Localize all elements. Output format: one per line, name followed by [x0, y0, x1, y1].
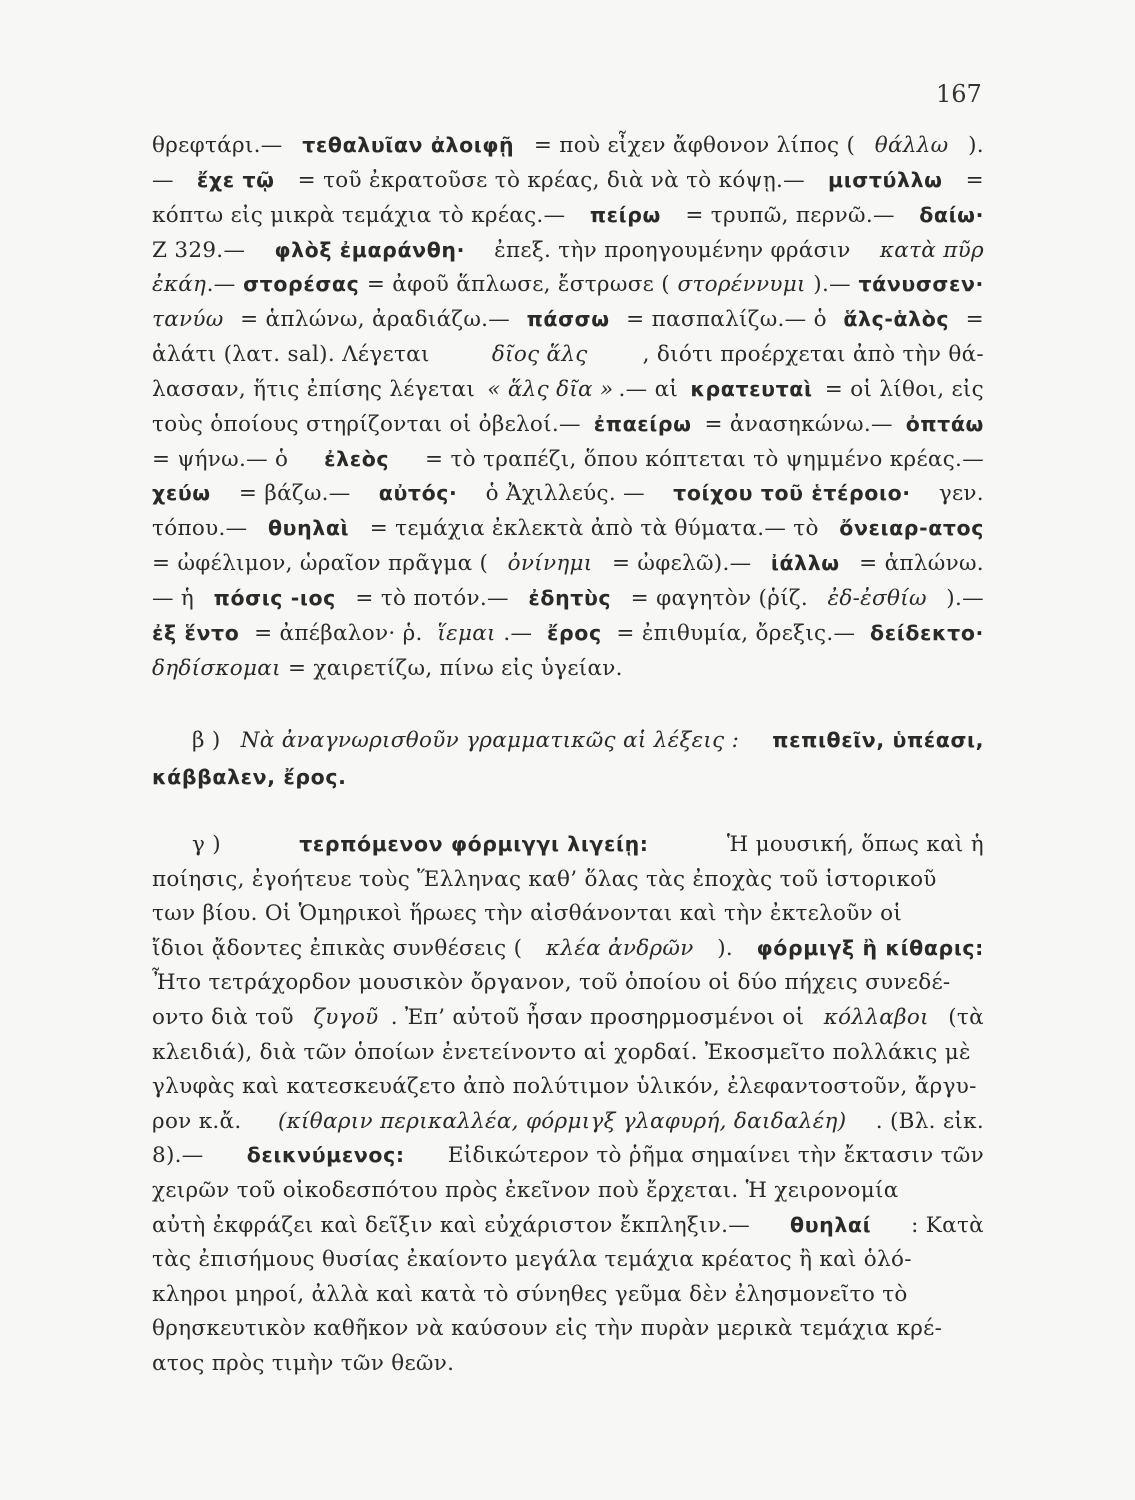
text-line: [152, 936, 984, 971]
text-segment: τὰς ἐπισήμους θυσίας ἐκαίοντο μεγάλα τεμάχια κρέατος ἢ καὶ ὁλό-: [152, 1247, 912, 1273]
text-line: [152, 1247, 984, 1282]
headword: χεύω: [152, 481, 211, 506]
text-line: [152, 867, 984, 902]
text-line: [152, 728, 984, 765]
text-line: [152, 765, 984, 802]
glossary-paragraph: [152, 133, 984, 691]
headword: ἔχε τῷ: [196, 167, 275, 192]
text-segment: ).: [960, 133, 984, 158]
text-segment: ).—: [806, 272, 859, 298]
text-line: [152, 621, 984, 656]
text-line: [152, 1005, 984, 1040]
text-segment: οντο διὰ τοῦ: [152, 1004, 302, 1030]
headword: ἅλς-ἁλὸς: [843, 307, 950, 332]
text-segment: =: [958, 167, 984, 193]
text-segment: =: [958, 307, 984, 333]
headword: κρατευταὶ: [690, 376, 813, 401]
italic-term: στορέννυμι: [677, 272, 806, 298]
text-line: [152, 901, 984, 936]
text-segment: β ): [192, 728, 228, 753]
grammar-exercise-paragraph: [152, 728, 984, 800]
text-segment: γλυφὰς καὶ κατεσκευάζετο ἀπὸ πολύτιμον ὑλικόν, ἐλεφαντοστοῦν, ἄργυ-: [152, 1074, 977, 1100]
text-segment: (τὰ: [941, 1004, 984, 1030]
headword: πείρω: [589, 202, 661, 227]
text-segment: .—: [206, 272, 243, 298]
headword: ἰάλλω: [770, 551, 840, 576]
headword: πεπιθεῖν, ὑπέασι,: [772, 728, 984, 752]
text-segment: .— αἱ: [618, 376, 686, 402]
text-segment: ἁλάτι (λατ. sal). Λέγεται: [152, 342, 437, 368]
headword: τεθαλυῖαν ἀλοιφῇ: [302, 133, 515, 157]
text-segment: κληροι μηροί, ἀλλὰ καὶ κατὰ τὸ σύνηθες γεῦμα δὲν ἐλησμονεῖτο τὸ: [152, 1281, 908, 1307]
italic-term: « ἅλς δῖα »: [487, 376, 614, 402]
text-segment: κλειδιά), διὰ τῶν ὁποίων ἐνετείνοντο αἱ χορδαί. Ἐκοσμεῖτο πολλάκις μὲ: [152, 1039, 971, 1065]
italic-term: ὀνίνημι: [507, 551, 593, 577]
text-segment: ἴδιοι ᾄδοντες ἐπικὰς συνθέσεις (: [152, 935, 530, 961]
text-segment: ρον κ.ἄ.: [152, 1108, 249, 1134]
headword: ὀπτάω: [905, 411, 984, 436]
text-line: [152, 238, 984, 273]
headword: ὄνειαρ-ατος: [839, 516, 984, 541]
text-segment: = τὸ ποτόν.—: [348, 585, 516, 611]
page-number: 167: [936, 80, 982, 108]
headword: φλὸξ ἐμαράνθη·: [274, 237, 465, 262]
text-segment: τόπου.—: [152, 516, 255, 542]
italic-term: θάλλω: [874, 133, 949, 158]
text-segment: γ ): [192, 832, 229, 857]
text-segment: ).: [710, 935, 741, 961]
text-line: [152, 133, 984, 168]
text-segment: γεν.: [931, 481, 984, 507]
text-segment: = τρυπῶ, περνῶ.—: [678, 202, 902, 228]
headword: πόσις -ιος: [213, 585, 336, 610]
italic-term: ἐκάη: [152, 272, 207, 298]
headword: ἔρος: [546, 620, 602, 645]
text-segment: ατος πρὸς τιμὴν τῶν θεῶν.: [152, 1350, 455, 1376]
italic-term: κλέα ἀνδρῶν: [545, 935, 694, 961]
text-segment: ποίησις, ἐγοήτευε τοὺς Ἕλληνας καθ’ ὅλας τὰς ἐποχὰς τοῦ ἱστορικοῦ: [152, 866, 937, 892]
headword: θυηλαί: [790, 1212, 872, 1237]
headword: αὐτός·: [378, 481, 458, 506]
text-segment: = ἁπλώνω.: [852, 551, 984, 577]
italic-term: (κίθαριν περικαλλέα, φόρμιγξ γλαφυρή, δαιδαλέη): [277, 1108, 847, 1134]
headword: δεικνύμενος:: [246, 1143, 405, 1168]
text-segment: = ἐπιθυμία, ὄρεξις.—: [609, 620, 863, 646]
headword: πάσσω: [526, 307, 610, 332]
text-segment: = οἱ λίθοι, εἰς: [817, 376, 984, 402]
headword: κάββαλεν, ἔρος.: [152, 765, 347, 789]
italic-term: δῖος ἅλς: [491, 342, 588, 368]
text-line: [152, 516, 984, 551]
headword: ἐξ ἕντο: [152, 620, 240, 645]
text-segment: θρησκευτικὸν καθῆκον νὰ καύσουν εἰς τὴν πυρὰν μερικὰ τεμάχια κρέ-: [152, 1316, 943, 1342]
text-segment: = χαιρετίζω, πίνω εἰς ὑγείαν.: [280, 655, 623, 681]
text-segment: = ἀφοῦ ἅπλωσε, ἔστρωσε (: [359, 272, 678, 298]
headword: τοίχου τοῦ ἑτέροιο·: [673, 481, 911, 506]
italic-term: τανύω: [152, 307, 224, 333]
headword: θυηλαὶ: [267, 516, 350, 541]
text-line: [152, 342, 984, 377]
text-line: [152, 1143, 984, 1178]
text-line: [152, 168, 984, 203]
text-segment: = ψήνω.— ὁ: [152, 446, 296, 472]
text-segment: = ἁπλώνω, ἀραδιάζω.—: [232, 307, 518, 333]
text-line: [152, 272, 984, 307]
text-segment: λασσαν, ἥτις ἐπίσης λέγεται: [152, 376, 483, 402]
text-segment: . (Βλ. εἰκ.: [875, 1108, 984, 1134]
text-segment: Εἰδικώτερον τὸ ῥῆμα σημαίνει τὴν ἔκτασιν τῶν: [440, 1143, 984, 1169]
text-segment: = φαγητὸν (ῥίζ.: [623, 585, 816, 611]
text-line: [152, 1074, 984, 1109]
headword: δείδεκτο·: [870, 620, 984, 645]
text-line: [152, 1316, 984, 1351]
text-line: [152, 447, 984, 482]
text-line: [152, 377, 984, 412]
text-segment: Ἡ μουσική, ὅπως καὶ ἡ: [719, 832, 984, 857]
text-line: [152, 970, 984, 1005]
text-segment: = ἀνασηκώνω.—: [697, 411, 900, 437]
italic-term: κόλλαβοι: [823, 1004, 929, 1030]
text-segment: ἐπεξ. τὴν προηγουμένην φράσιν: [487, 237, 858, 263]
text-segment: ).—: [939, 585, 984, 611]
text-segment: Ζ 329.—: [152, 237, 253, 263]
text-segment: —: [152, 167, 181, 193]
text-segment: αὐτὴ ἐκφράζει καὶ δεῖξιν καὶ εὐχάριστον ἔκπληξιν.—: [152, 1212, 758, 1238]
italic-term: ἵεμαι: [437, 620, 496, 646]
text-line: [152, 307, 984, 342]
text-line: [152, 481, 984, 516]
text-segment: τοὺς ὁποίους στηρίζονται οἱ ὀβελοί.—: [152, 411, 588, 437]
headword: ἐλεὸς: [324, 446, 390, 471]
text-segment: = βάζω.—: [231, 481, 358, 507]
headword: τάνυσσεν·: [858, 272, 984, 297]
text-segment: ὁ Ἀχιλλεύς. —: [478, 481, 653, 507]
text-line: [152, 1109, 984, 1144]
italic-term: ἐδ-ἐσθίω: [827, 585, 927, 611]
text-line: [152, 1213, 984, 1248]
text-segment: = τεμάχια ἐκλεκτὰ ἀπὸ τὰ θύματα.— τὸ: [362, 516, 826, 542]
headword: μιστύλλω: [828, 167, 943, 192]
text-segment: = τὸ τραπέζι, ὅπου κόπτεται τὸ ψημμένο κρέας.—: [417, 446, 984, 472]
text-line: [152, 1040, 984, 1075]
text-line: [152, 832, 984, 867]
headword: στορέσας: [243, 272, 360, 297]
text-segment: = πασπαλίζω.— ὁ: [619, 307, 834, 333]
headword: φόρμιγξ ἢ κίθαρις:: [756, 935, 984, 960]
text-segment: , διότι προέρχεται ἀπὸ τὴν θά-: [642, 342, 984, 368]
text-segment: .—: [503, 620, 540, 646]
text-segment: . Ἐπ’ αὐτοῦ ἦσαν προσηρμοσμένοι οἱ: [390, 1004, 812, 1030]
italic-term: ζυγοῦ: [313, 1004, 379, 1030]
headword: τερπόμενον φόρμιγγι λιγείῃ:: [299, 832, 649, 856]
italic-term: δηδίσκομαι: [152, 655, 281, 681]
text-segment: χειρῶν τοῦ οἰκοδεσπότου πρὸς ἐκεῖνον ποὺ ἔρχεται. Ἡ χειρονομία: [152, 1177, 899, 1203]
text-segment: κόπτω εἰς μικρὰ τεμάχια τὸ κρέας.—: [152, 202, 573, 228]
text-segment: 8).—: [152, 1143, 211, 1169]
text-segment: των βίου. Οἱ Ὁμηρικοὶ ἥρωες τὴν αἰσθάνονται καὶ τὴν ἐκτελοῦν οἱ: [152, 901, 903, 927]
text-segment: θρεφτάρι.—: [152, 133, 290, 158]
text-segment: = ὠφέλιμον, ὡραῖον πρᾶγμα (: [152, 551, 496, 577]
text-segment: Ἦτο τετράχορδον μουσικὸν ὄργανον, τοῦ ὁποίου οἱ δύο πήχεις συνεδέ-: [152, 970, 951, 996]
text-segment: = τοῦ ἐκρατοῦσε τὸ κρέας, διὰ νὰ τὸ κόψῃ.—: [290, 167, 813, 193]
text-segment: [752, 728, 759, 753]
text-segment: : Κατὰ: [903, 1212, 984, 1238]
text-line: [152, 551, 984, 586]
italic-term: Νὰ ἀναγνωρισθοῦν γραμματικῶς αἱ λέξεις :: [240, 728, 740, 753]
headword: ἐδητὺς: [528, 585, 612, 610]
text-line: [152, 656, 984, 691]
text-line: [152, 586, 984, 621]
headword: δαίω·: [919, 202, 984, 227]
text-line: [152, 1351, 984, 1386]
italic-term: κατὰ πῦρ: [879, 237, 984, 263]
text-line: [152, 1282, 984, 1317]
text-line: [152, 203, 984, 238]
text-segment: — ἡ: [152, 585, 202, 611]
commentary-paragraph: [152, 832, 984, 1386]
text-line: [152, 412, 984, 447]
text-segment: = ὠφελῶ).—: [604, 551, 759, 577]
text-segment: = ποὺ εἶχεν ἄφθονον λίπος (: [526, 133, 863, 158]
text-line: [152, 1178, 984, 1213]
text-segment: = ἀπέβαλον· ῥ.: [246, 620, 430, 646]
headword: ἐπαείρω: [593, 411, 692, 436]
